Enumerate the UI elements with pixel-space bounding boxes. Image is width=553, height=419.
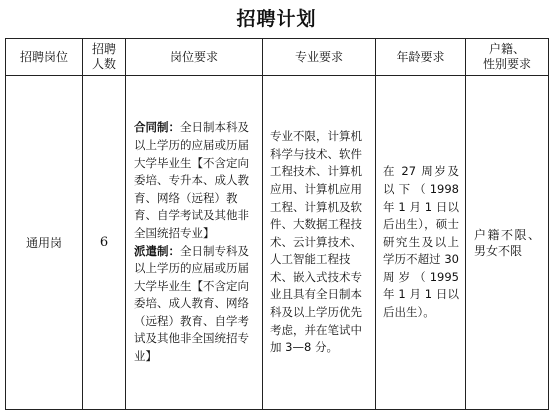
header-count-line2: 人数 [91, 57, 116, 71]
table-row [6, 76, 549, 410]
cell-job-requirements [126, 76, 263, 410]
header-major-requirements: 专业要求 [263, 39, 376, 76]
header-job-requirements: 岗位要求 [126, 39, 263, 76]
page-title: 招聘计划 [236, 8, 317, 30]
recruitment-plan-table [5, 38, 549, 410]
cell-count: 6 [83, 76, 126, 410]
header-count-line1: 招聘 [91, 42, 116, 56]
dispatch-text: 全日制专科及以上学历的应届或历届大学毕业生【不含定向委培、成人教育、网络（远程）教育、自学考试及其他非全国统招专业】 [134, 243, 249, 364]
cell-age-requirements: 在 27 周岁及以下（1998 年 1 月 1 日以后出生），硕士研究生及以上学历不超过 30 周岁（1995 年 1 月 1 日以后出生）。 [376, 76, 466, 410]
contract-label: 合同制： [134, 120, 180, 135]
dispatch-label: 派遣制： [134, 243, 180, 258]
cell-major-requirements: 专业不限，计算机科学与技术、软件工程技术、计算机应用、计算机应用工程、计算机及软件、大数据工程技术、云计算技术、人工智能工程技术、嵌入式技术专业且具有全日制本科及以上学历优先考虑，并在笔试中加 3—8 分。 [263, 76, 376, 410]
cell-position: 通用岗 [6, 76, 83, 410]
header-hukou-line2: 性别要求 [482, 57, 531, 71]
header-count [83, 39, 126, 76]
header-hukou-line1: 户籍、 [488, 42, 525, 56]
table-header-row [6, 39, 549, 76]
header-age-requirements: 年龄要求 [376, 39, 466, 76]
contract-text: 全日制本科及以上学历的应届或历届大学毕业生【不含定向委培、专升本、成人教育、网络（远程）教育、自学考试及其他非全国统招专业】 [134, 120, 249, 240]
header-hukou-gender [466, 39, 549, 76]
header-position: 招聘岗位 [6, 39, 83, 76]
cell-hukou-gender: 户籍不限、男女不限 [466, 76, 549, 410]
